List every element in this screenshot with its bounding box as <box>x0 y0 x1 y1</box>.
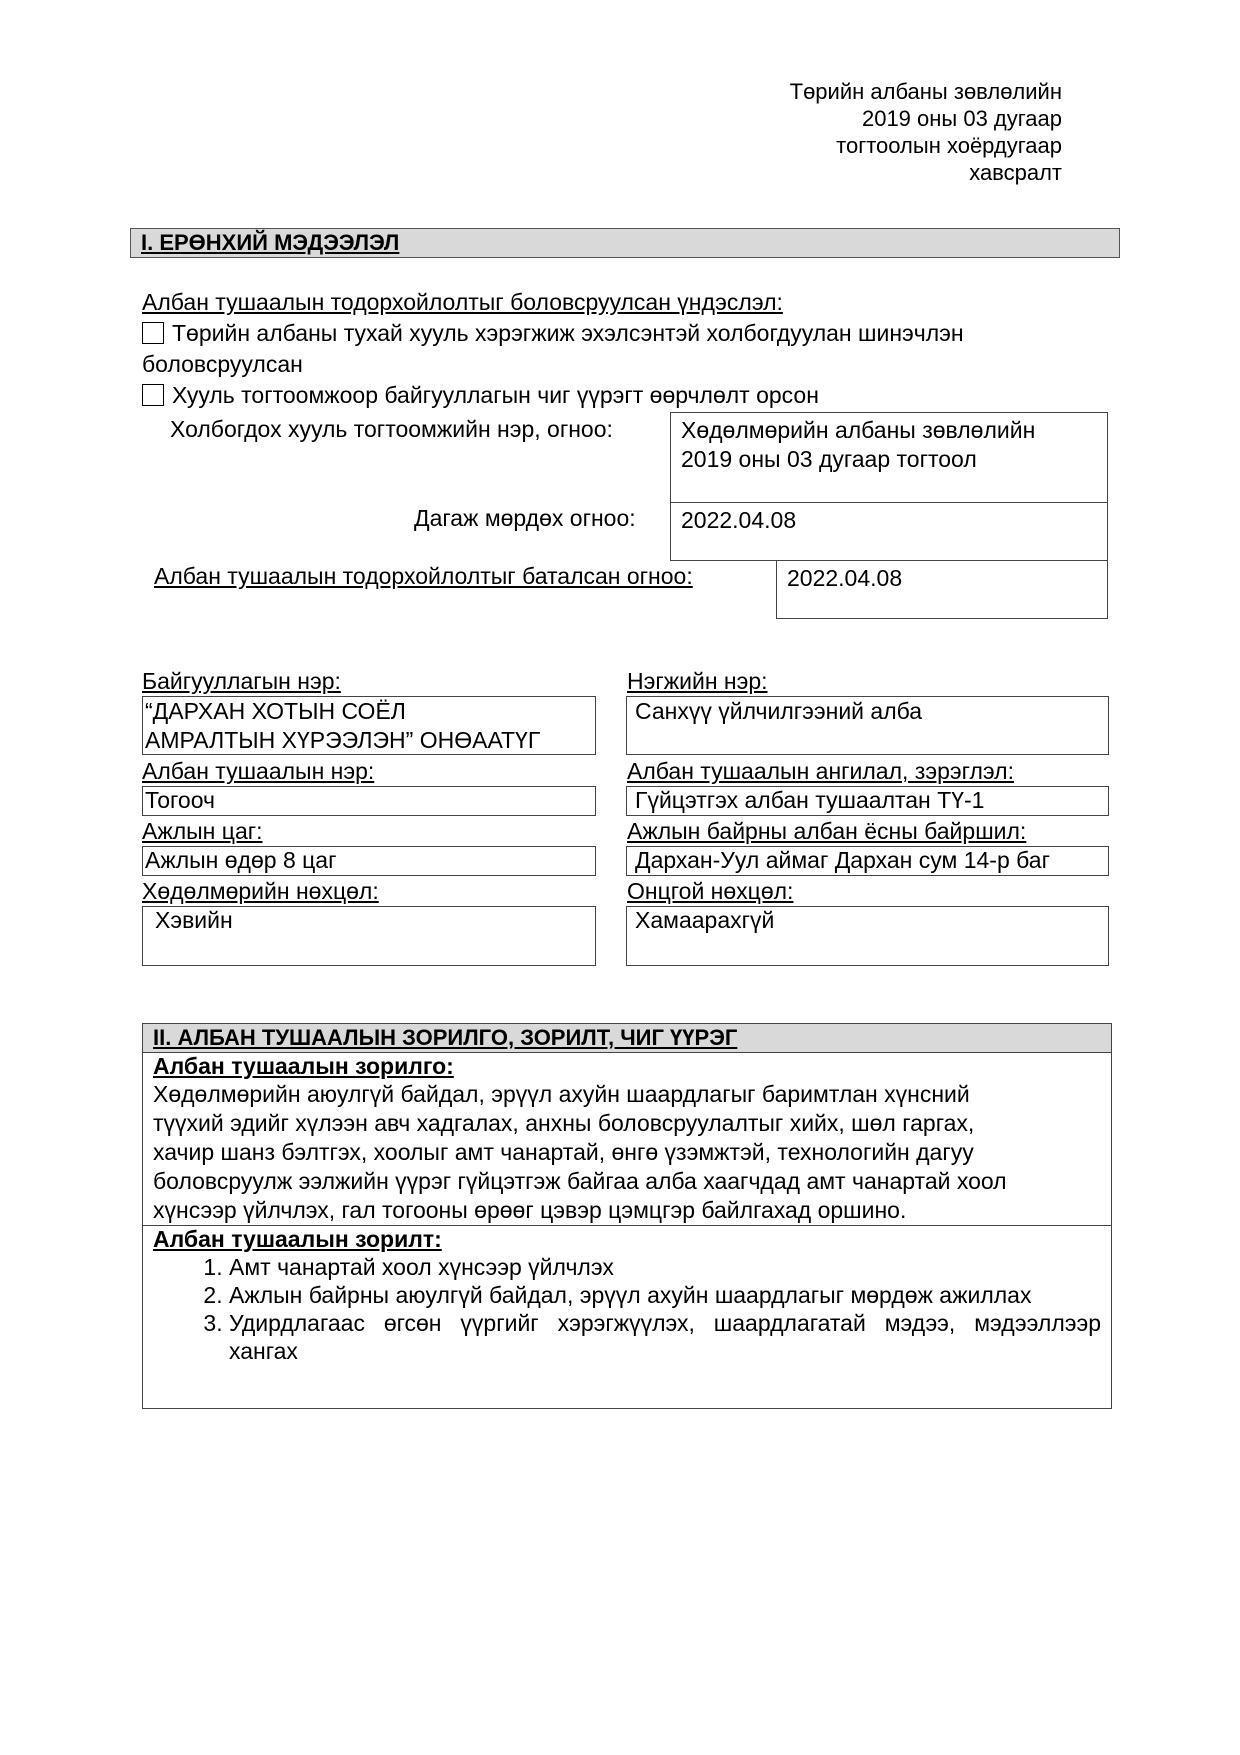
effective-date-label: Дагаж мөрдөх огноо: <box>414 505 636 531</box>
basis-option-2-text: Хууль тогтоомжоор байгууллагын чиг үүрэгт өөрчлөлт орсон <box>172 382 819 408</box>
position-name-value: Тогооч <box>142 786 596 816</box>
purpose-line: хачир шанз бэлтгэх, хоолыг амт чанартай, өнгө үзэмжтэй, технологийн дагуу <box>153 1139 974 1165</box>
work-location-value: Дархан-Уул аймаг Дархан сум 14-р баг <box>626 846 1109 876</box>
purpose-line: түүхий эдийг хүлээн авч хадгалах, анхны боловсруулалтыг хийх, шөл гаргах, <box>153 1110 975 1136</box>
basis-option-1 <box>142 318 964 348</box>
annex-note-line: хавсралт <box>969 160 1062 185</box>
law-value-box <box>670 412 1108 503</box>
working-hours-label: Ажлын цаг: <box>142 818 263 844</box>
org-name-line: “ДАРХАН ХОТЫН СОЁЛ <box>145 698 406 724</box>
org-name-label: Байгууллагын нэр: <box>142 668 341 694</box>
effective-date-value: 2022.04.08 <box>681 507 797 533</box>
purpose-line: Хөдөлмөрийн аюулгүй байдал, эрүүл ахуйн шаардлагыг баримтлан хүнсний <box>153 1081 970 1107</box>
approved-date-box <box>776 560 1108 619</box>
annex-note-line: тогтоолын хоёрдугаар <box>836 133 1062 158</box>
basis-option-1-text: Төрийн албаны тухай хууль хэрэгжиж эхэлсэнтэй холбогдуулан шинэчлэн <box>172 320 964 346</box>
unit-name-value: Санхүү үйлчилгээний алба <box>626 696 1109 755</box>
law-value <box>671 413 1107 477</box>
org-name-box <box>142 696 596 755</box>
annex-note-line: Төрийн албаны зөвлөлийн <box>789 79 1062 104</box>
basis-option-1-checkbox[interactable] <box>142 322 164 344</box>
objective-item: 3. Удирдлагаас өгсөн үүргийг хэрэгжүүлэх, шаардлагатай мэдээ, мэдээллээр хангах <box>229 1309 1101 1365</box>
basis-label: Албан тушаалын тодорхойлолтыг боловсруулсан үндэслэл: <box>142 289 783 315</box>
working-hours-value: Ажлын өдөр 8 цаг <box>142 846 596 876</box>
position-name-label: Албан тушаалын нэр: <box>142 758 375 784</box>
work-location-label: Ажлын байрны албан ёсны байршил: <box>627 818 1027 844</box>
effective-date-box <box>670 502 1108 561</box>
approved-date-label: Албан тушаалын тодорхойлолтыг баталсан огноо: <box>154 563 693 589</box>
objectives-list <box>143 1253 1111 1368</box>
purpose-line: хүнсээр үйлчлэх, гал тогооны өрөөг цэвэр цэмцгэр байлгахад оршино. <box>153 1197 907 1223</box>
law-value-line: 2019 оны 03 дугаар тогтоол <box>681 446 977 472</box>
purpose-text <box>143 1080 1111 1225</box>
annex-note-line: 2019 оны 03 дугаар <box>861 106 1062 131</box>
annex-note <box>790 78 1062 186</box>
unit-name-label: Нэгжийн нэр: <box>627 668 768 694</box>
special-conditions-label: Онцгой нөхцөл: <box>627 878 794 904</box>
basis-option-2 <box>142 380 819 410</box>
org-name-line: АМРАЛТЫН ХҮРЭЭЛЭН” ОНӨААТҮГ <box>145 727 541 753</box>
position-category-value: Гүйцэтгэх албан тушаалтан ТҮ-1 <box>626 786 1109 816</box>
objective-item: 1. Амт чанартай хоол хүнсээр үйлчлэх <box>229 1253 1101 1281</box>
work-conditions-label: Хөдөлмөрийн нөхцөл: <box>142 878 379 904</box>
position-category-label: Албан тушаалын ангилал, зэрэглэл: <box>627 758 1014 784</box>
objective-item: 2. Ажлын байрны аюулгүй байдал, эрүүл ахуйн шаардлагыг мөрдөж ажиллах <box>229 1281 1101 1309</box>
basis-option-2-checkbox[interactable] <box>142 384 164 406</box>
section1-title: I. ЕРӨНХИЙ МЭДЭЭЛЭЛ <box>130 228 1120 258</box>
basis-option-1-continued: боловсруулсан <box>142 351 303 377</box>
section2-title: II. АЛБАН ТУШААЛЫН ЗОРИЛГО, ЗОРИЛТ, ЧИГ ҮҮРЭГ <box>143 1024 1111 1053</box>
special-conditions-value: Хамаарахгүй <box>626 906 1109 966</box>
work-conditions-value: Хэвийн <box>142 906 596 966</box>
law-label: Холбогдох хууль тогтоомжийн нэр, огноо: <box>170 416 613 442</box>
purpose-line: боловсруулж ээлжийн үүрэг гүйцэтгэж байгаа алба хаагчдад амт чанартай хоол <box>153 1168 1007 1194</box>
objectives-label: Албан тушаалын зорилт: <box>153 1226 442 1252</box>
section2-table <box>142 1023 1112 1409</box>
purpose-label: Албан тушаалын зорилго: <box>153 1053 454 1079</box>
law-value-line: Хөдөлмөрийн албаны зөвлөлийн <box>681 417 1036 443</box>
approved-date-value: 2022.04.08 <box>787 565 903 591</box>
